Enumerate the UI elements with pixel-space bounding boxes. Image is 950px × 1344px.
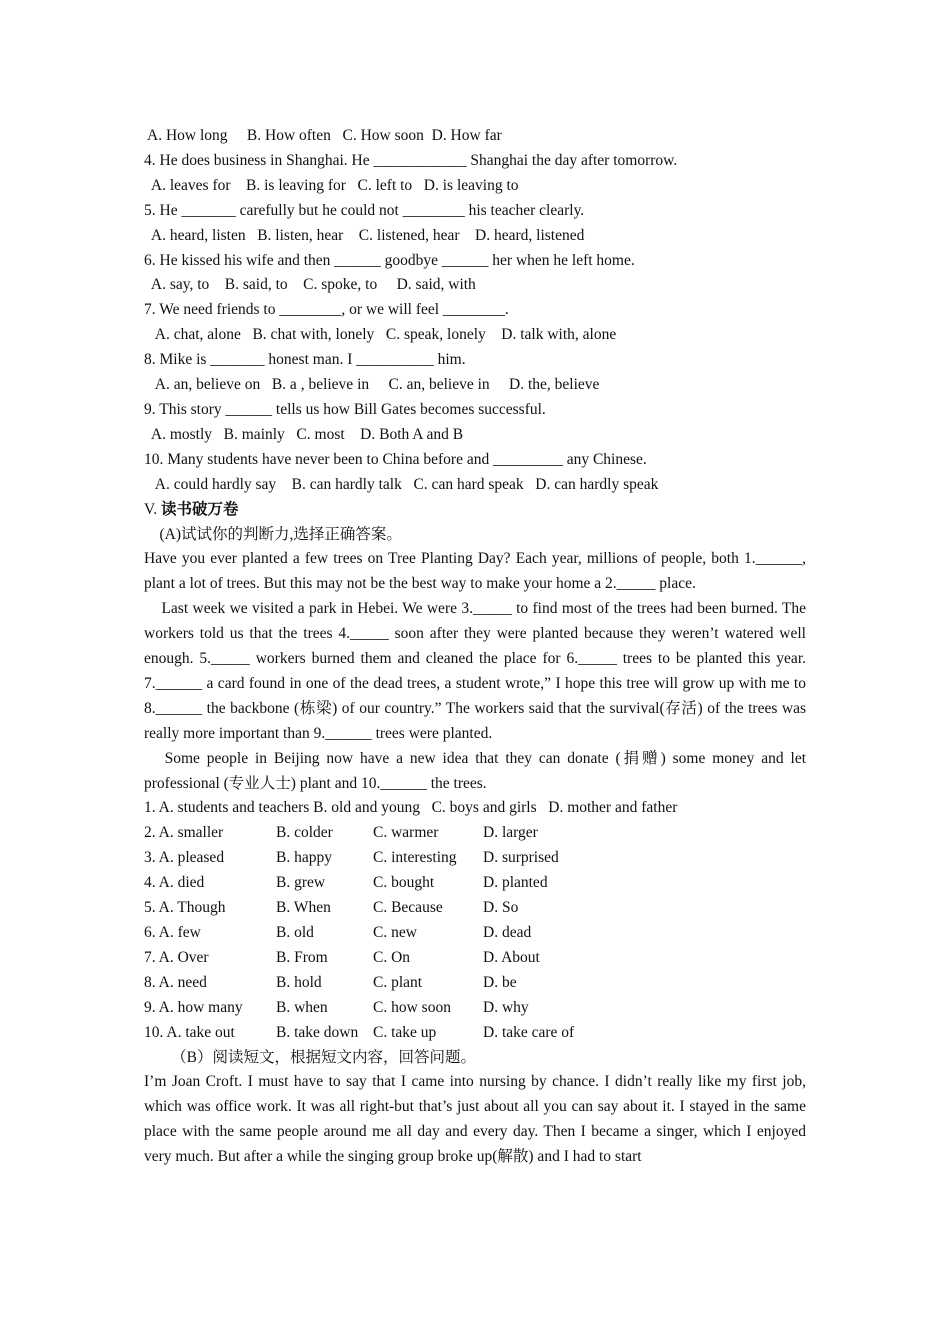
option-d: D. larger (483, 824, 538, 842)
option-line-q3: A. How long B. How often C. How soon D. How far (144, 127, 502, 144)
answer-row (144, 971, 806, 996)
option-d: D. About (483, 948, 540, 966)
option-a: 7. A. Over (144, 948, 209, 966)
option-d: D. be (483, 973, 517, 991)
option-a: 10. A. take out (144, 1023, 235, 1041)
section-number: V. (144, 500, 161, 518)
option-c: C. On (373, 948, 411, 966)
option-a: 9. A. how many (144, 998, 243, 1016)
option-c: C. new (373, 924, 417, 941)
option-c: C. plant (373, 973, 423, 991)
options-q8: A. an, believe on B. a , believe in C. an, believe in D. the, believe (144, 376, 600, 394)
document-page (144, 124, 810, 1170)
option-b: B. grew (276, 874, 326, 892)
option-c: C. how soon (373, 998, 451, 1016)
passage-a-paragraph-1: Have you ever planted a few trees on Tree Planting Day? Each year, millions of people, both 1.______, plant a lot of trees. But this may not be the best way to make your home a 2._____ place. (144, 550, 806, 593)
options-q5: A. heard, listen B. listen, hear C. listened, hear D. heard, listened (144, 226, 585, 244)
answer-options-1: 1. A. students and teachers B. old and young C. boys and girls D. mother and father (144, 799, 678, 817)
option-d: D. take care of (483, 1023, 575, 1041)
answer-row (144, 921, 806, 946)
option-a: 5. A. Though (144, 899, 226, 917)
answer-row (144, 821, 806, 846)
option-b: B. old (276, 924, 314, 941)
option-d: D. surprised (483, 849, 559, 867)
question-9: 9. This story ______ tells us how Bill Gates becomes successful. (144, 400, 546, 418)
option-c: C. warmer (373, 824, 439, 842)
answer-row (144, 871, 806, 896)
option-a: 2. A. smaller (144, 824, 224, 842)
question-7: 7. We need friends to ________, or we will feel ________. (144, 301, 509, 319)
option-a: 3. A. pleased (144, 849, 225, 867)
answer-row (144, 996, 806, 1021)
option-b: B. take down (276, 1023, 359, 1041)
option-b: B. hold (276, 973, 322, 991)
question-10: 10. Many students have never been to China before and _________ any Chinese. (144, 450, 647, 468)
section-heading (144, 498, 806, 523)
passage-a-paragraph-3: Some people in Beijing now have a new idea that they can donate (捐赠) some money and let professional (专业人士) plant and 10.______ the trees. (144, 749, 810, 792)
options-q6: A. say, to B. said, to C. spoke, to D. said, with (144, 276, 476, 294)
option-d: D. dead (483, 924, 532, 941)
option-d: D. planted (483, 874, 548, 892)
option-a: 8. A. need (144, 973, 207, 991)
options-q4: A. leaves for B. is leaving for C. left to D. is leaving to (144, 176, 519, 194)
question-6: 6. He kissed his wife and then ______ goodbye ______ her when he left home. (144, 251, 635, 269)
option-d: D. why (483, 998, 529, 1016)
option-b: B. When (276, 899, 331, 917)
option-c: C. take up (373, 1023, 437, 1041)
answer-row (144, 946, 806, 971)
passage-b: I’m Joan Croft. I must have to say that I came into nursing by chance. I didn’t really like my first job, which was office work. It was all right-but that’s just about all you can say about it. I stayed in the same place with the same people around me all day and every day. Then I became a singer, which I enjoyed very much. But after a while the singing group broke up(解散) and I had to start (144, 1073, 806, 1166)
passage-a-paragraph-2: Last week we visited a park in Hebei. We were 3._____ to find most of the trees had been burned. The workers told us that the trees 4._____ soon after they were planted because they weren’t watered well enough. 5._____ workers burned them and cleaned the place for 6._____ trees to be planted this year. 7.______ a card found in one of the dead trees, a student wrote,” I hope this tree will grow up with me to 8.______ the backbone (栋梁) of our country.” The workers said that the survival(存活) of the trees was really more important than 9.______ trees were planted. (144, 600, 810, 742)
options-q7: A. chat, alone B. chat with, lonely C. speak, lonely D. talk with, alone (144, 326, 617, 344)
option-b: B. From (276, 948, 328, 966)
answer-row (144, 846, 806, 871)
option-b: B. colder (276, 824, 333, 842)
option-b: B. when (276, 998, 328, 1016)
answer-options-table (144, 821, 806, 1045)
option-a: 6. A. few (144, 924, 201, 941)
option-b: B. happy (276, 849, 332, 867)
option-c: C. interesting (373, 849, 457, 867)
mcq-continued (144, 124, 806, 498)
question-4: 4. He does business in Shanghai. He ____________ Shanghai the day after tomorrow. (144, 151, 678, 169)
option-a: 4. A. died (144, 874, 205, 892)
options-q9: A. mostly B. mainly C. most D. Both A and B (144, 425, 464, 443)
answer-row (144, 1021, 806, 1046)
option-c: C. bought (373, 874, 435, 892)
part-a-instruction: (A)试试你的判断力,选择正确答案。 (144, 525, 402, 543)
question-5: 5. He _______ carefully but he could not ________ his teacher clearly. (144, 201, 585, 219)
section-title: 读书破万卷 (160, 500, 239, 518)
option-c: C. Because (373, 899, 443, 917)
answer-row (144, 896, 806, 921)
part-b-instruction: （B）阅读短文，根据短文内容，回答问题。 (144, 1048, 476, 1066)
option-d: D. So (483, 899, 519, 917)
options-q10: A. could hardly say B. can hardly talk C. can hard speak D. can hardly speak (144, 475, 659, 493)
question-8: 8. Mike is _______ honest man. I __________ him. (144, 351, 466, 369)
